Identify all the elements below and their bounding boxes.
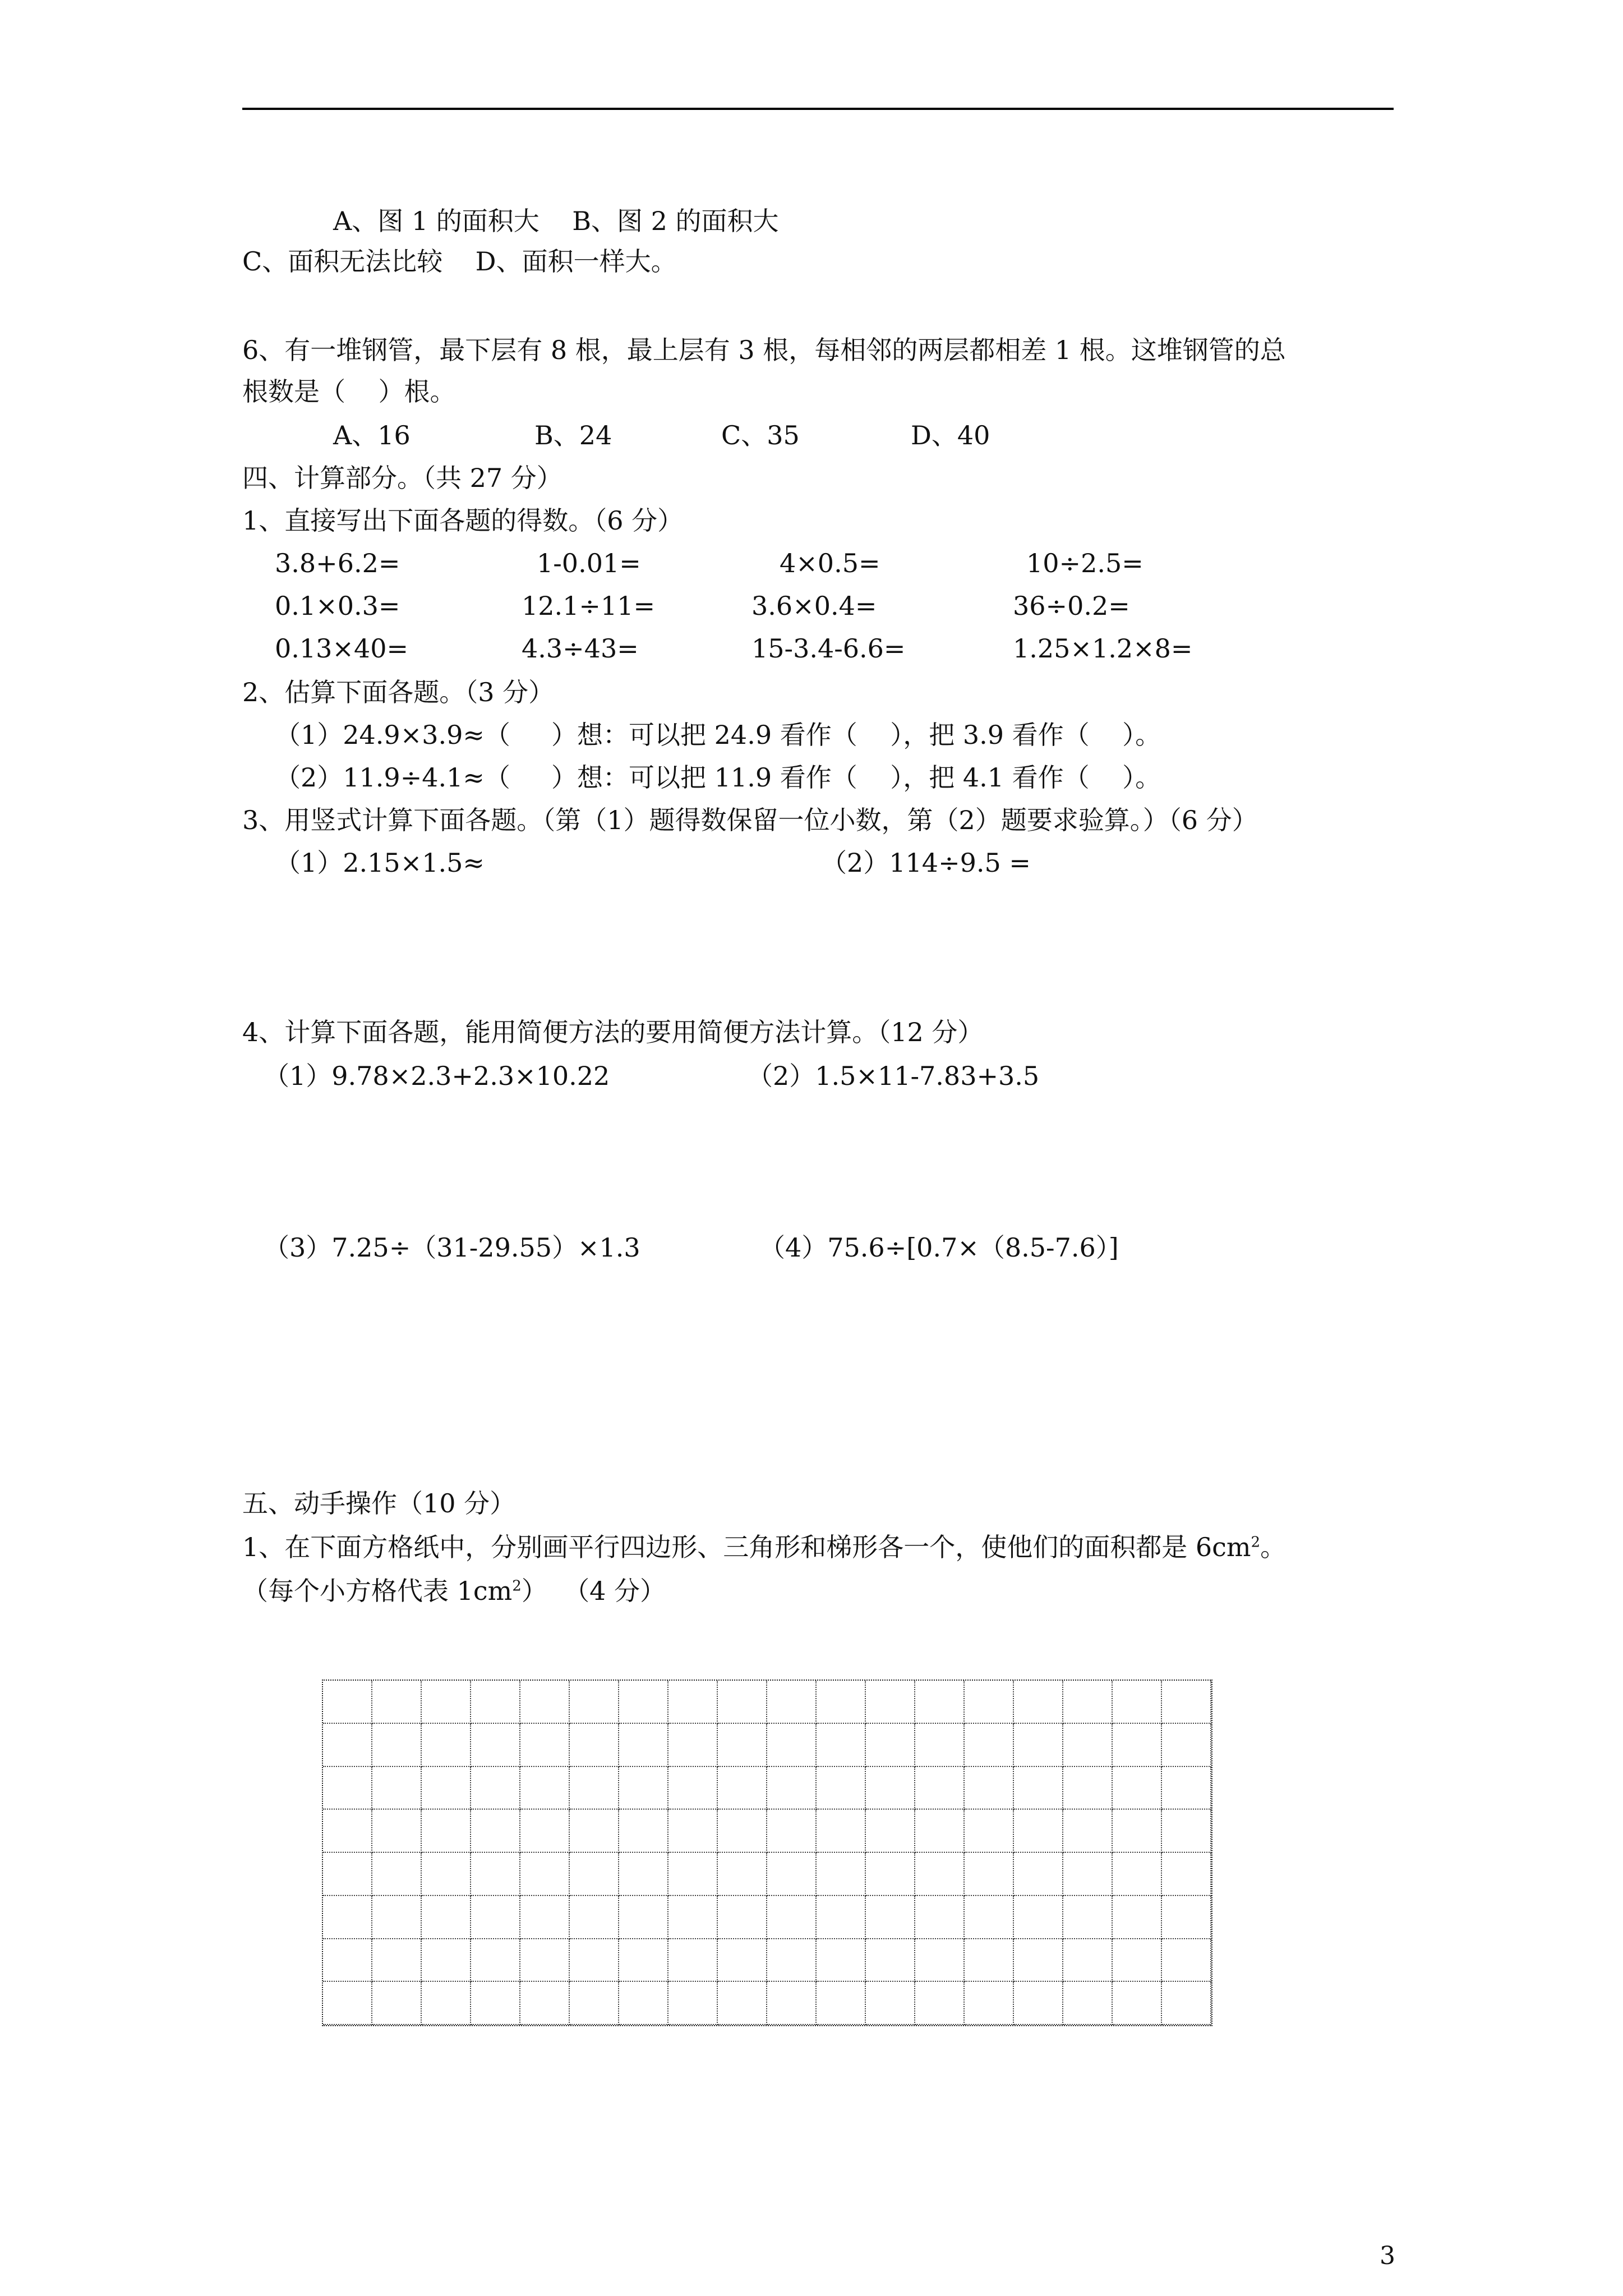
grid-cell[interactable] xyxy=(1014,1939,1063,1982)
grid-cell[interactable] xyxy=(1063,1810,1113,1853)
grid-cell[interactable] xyxy=(619,1896,668,1939)
simplify-item-3: （3）7.25÷（31-29.55）×1.3 xyxy=(264,1232,640,1263)
estimate-item-1: （1）24.9×3.9≈（ ）想：可以把 24.9 看作（ ），把 3.9 看作（ ）。 xyxy=(275,720,1161,750)
grid-cell[interactable] xyxy=(570,1767,619,1810)
s4-q1-heading: 1、直接写出下面各题的得数。（6 分） xyxy=(242,505,684,536)
grid-cell[interactable] xyxy=(570,1724,619,1767)
grid-cell[interactable] xyxy=(323,1724,372,1767)
grid-cell[interactable] xyxy=(817,1767,866,1810)
grid-cell[interactable] xyxy=(323,1810,372,1853)
grid-cell[interactable] xyxy=(422,1982,471,2025)
calc-item: 10÷2.5= xyxy=(1026,548,1144,578)
grid-cell[interactable] xyxy=(1113,1982,1162,2025)
grid-cell[interactable] xyxy=(619,1681,668,1724)
page-number: 3 xyxy=(1380,2242,1395,2270)
grid-cell[interactable] xyxy=(1063,1939,1113,1982)
grid-cell[interactable] xyxy=(570,1681,619,1724)
grid-cell[interactable] xyxy=(570,1853,619,1896)
grid-cell[interactable] xyxy=(866,1681,915,1724)
grid-cell[interactable] xyxy=(520,1681,570,1724)
grid-cell[interactable] xyxy=(372,1896,422,1939)
grid-cell[interactable] xyxy=(619,1939,668,1982)
grid-cell[interactable] xyxy=(817,1724,866,1767)
grid-cell[interactable] xyxy=(422,1681,471,1724)
grid-cell[interactable] xyxy=(1113,1810,1162,1853)
grid-cell[interactable] xyxy=(422,1939,471,1982)
grid-cell[interactable] xyxy=(323,1853,372,1896)
grid-cell[interactable] xyxy=(570,1810,619,1853)
grid-cell[interactable] xyxy=(718,1896,767,1939)
grid-cell[interactable] xyxy=(471,1939,520,1982)
s4-q2-heading: 2、估算下面各题。（3 分） xyxy=(242,677,555,707)
s5-q1-text: 1、在下面方格纸中，分别画平行四边形、三角形和梯形各一个，使他们的面积都是 $6cm^2$。 xyxy=(242,1532,1287,1562)
grid-cell[interactable] xyxy=(1063,1853,1113,1896)
calc-item: 3.8+6.2= xyxy=(275,548,400,578)
grid-cell[interactable] xyxy=(1063,1767,1113,1810)
grid-cell[interactable] xyxy=(471,1982,520,2025)
grid-cell[interactable] xyxy=(520,1853,570,1896)
grid-cell[interactable] xyxy=(1162,1982,1211,2025)
q6-option-d: D、40 xyxy=(911,420,990,450)
grid-cell[interactable] xyxy=(965,1681,1014,1724)
grid-cell[interactable] xyxy=(570,1939,619,1982)
grid-cell[interactable] xyxy=(1063,1724,1113,1767)
grid-cell[interactable] xyxy=(866,1767,915,1810)
grid-cell[interactable] xyxy=(1162,1724,1211,1767)
grid-cell[interactable] xyxy=(1162,1767,1211,1810)
grid-cell[interactable] xyxy=(915,1982,965,2025)
grid-cell[interactable] xyxy=(372,1853,422,1896)
vertical-calc-1: （1）2.15×1.5≈ xyxy=(275,848,485,878)
grid-cell[interactable] xyxy=(1113,1681,1162,1724)
simplify-item-2: （2）1.5×11-7.83+3.5 xyxy=(747,1061,1040,1091)
grid-cell[interactable] xyxy=(372,1767,422,1810)
grid-cell[interactable] xyxy=(323,1681,372,1724)
grid-cell[interactable] xyxy=(570,1982,619,2025)
grid-cell[interactable] xyxy=(1113,1767,1162,1810)
grid-cell[interactable] xyxy=(866,1810,915,1853)
grid-cell[interactable] xyxy=(372,1724,422,1767)
grid-cell[interactable] xyxy=(965,1724,1014,1767)
q6-option-b: B、24 xyxy=(534,420,612,450)
grid-cell[interactable] xyxy=(718,1810,767,1853)
grid-cell[interactable] xyxy=(668,1939,718,1982)
grid-cell[interactable] xyxy=(767,1767,817,1810)
grid-cell[interactable] xyxy=(668,1982,718,2025)
grid-cell[interactable] xyxy=(866,1939,915,1982)
grid-cell[interactable] xyxy=(520,1939,570,1982)
grid-cell[interactable] xyxy=(619,1724,668,1767)
grid-cell[interactable] xyxy=(817,1982,866,2025)
grid-cell[interactable] xyxy=(422,1767,471,1810)
grid-paper[interactable] xyxy=(322,1680,1212,2026)
grid-cell[interactable] xyxy=(668,1853,718,1896)
grid-cell[interactable] xyxy=(1014,1853,1063,1896)
grid-cell[interactable] xyxy=(718,1724,767,1767)
grid-cell[interactable] xyxy=(323,1896,372,1939)
calc-item: 0.1×0.3= xyxy=(275,591,400,621)
grid-cell[interactable] xyxy=(965,1853,1014,1896)
s4-q3-heading: 3、用竖式计算下面各题。（第（1）题得数保留一位小数，第（2）题要求验算。）（6 分） xyxy=(242,805,1258,835)
grid-cell[interactable] xyxy=(965,1982,1014,2025)
grid-cell[interactable] xyxy=(817,1853,866,1896)
calc-item: 4×0.5= xyxy=(780,548,880,578)
grid-cell[interactable] xyxy=(668,1810,718,1853)
q6-option-c: C、35 xyxy=(721,420,800,450)
grid-cell[interactable] xyxy=(965,1939,1014,1982)
grid-cell[interactable] xyxy=(372,1982,422,2025)
grid-cell[interactable] xyxy=(718,1982,767,2025)
grid-cell[interactable] xyxy=(1014,1896,1063,1939)
grid-cell[interactable] xyxy=(471,1810,520,1853)
grid-cell[interactable] xyxy=(619,1853,668,1896)
grid-cell[interactable] xyxy=(767,1982,817,2025)
simplify-item-4: （4）75.6÷[0.7×（8.5-7.6）] xyxy=(759,1232,1119,1263)
grid-cell[interactable] xyxy=(323,1982,372,2025)
grid-cell[interactable] xyxy=(915,1896,965,1939)
grid-cell[interactable] xyxy=(471,1896,520,1939)
grid-cell[interactable] xyxy=(1063,1982,1113,2025)
estimate-item-2: （2）11.9÷4.1≈（ ）想：可以把 11.9 看作（ ），把 4.1 看作（ ）。 xyxy=(275,762,1161,793)
grid-cell[interactable] xyxy=(965,1810,1014,1853)
grid-cell[interactable] xyxy=(422,1810,471,1853)
grid-cell[interactable] xyxy=(915,1767,965,1810)
grid-cell[interactable] xyxy=(471,1681,520,1724)
grid-cell[interactable] xyxy=(619,1767,668,1810)
grid-cell[interactable] xyxy=(767,1939,817,1982)
grid-cell[interactable] xyxy=(422,1896,471,1939)
option-ab: A、图 1 的面积大 B、图 2 的面积大 xyxy=(333,206,779,236)
grid-cell[interactable] xyxy=(817,1810,866,1853)
grid-cell[interactable] xyxy=(520,1724,570,1767)
grid-cell[interactable] xyxy=(1113,1853,1162,1896)
grid-cell[interactable] xyxy=(767,1896,817,1939)
grid-cell[interactable] xyxy=(1162,1810,1211,1853)
grid-cell[interactable] xyxy=(570,1896,619,1939)
grid-cell[interactable] xyxy=(323,1767,372,1810)
grid-cell[interactable] xyxy=(471,1853,520,1896)
option-cd: C、面积无法比较 D、面积一样大。 xyxy=(242,246,677,277)
grid-cell[interactable] xyxy=(619,1810,668,1853)
grid-cell[interactable] xyxy=(1162,1853,1211,1896)
grid-cell[interactable] xyxy=(965,1767,1014,1810)
question-6-text: 6、有一堆钢管，最下层有 8 根，最上层有 3 根，每相邻的两层都相差 1 根。这堆钢管的总 xyxy=(242,335,1286,365)
grid-cell[interactable] xyxy=(817,1896,866,1939)
question-6-text-cont: 根数是（ ）根。 xyxy=(242,376,456,407)
s4-q4-heading: 4、计算下面各题，能用简便方法的要用简便方法计算。（12 分） xyxy=(242,1017,984,1047)
grid-cell[interactable] xyxy=(866,1724,915,1767)
grid-cell[interactable] xyxy=(718,1681,767,1724)
grid-cell[interactable] xyxy=(372,1939,422,1982)
section-4-heading: 四、计算部分。（共 27 分） xyxy=(242,463,562,493)
grid-cell[interactable] xyxy=(915,1810,965,1853)
grid-cell[interactable] xyxy=(1014,1724,1063,1767)
grid-cell[interactable] xyxy=(767,1724,817,1767)
q6-option-a: A、16 xyxy=(333,420,411,450)
calc-item: 1-0.01= xyxy=(537,548,641,578)
grid-cell[interactable] xyxy=(866,1896,915,1939)
grid-cell[interactable] xyxy=(422,1853,471,1896)
grid-cell[interactable] xyxy=(619,1982,668,2025)
grid-cell[interactable] xyxy=(767,1853,817,1896)
calc-item: 4.3÷43= xyxy=(522,633,639,664)
calc-item: 0.13×40= xyxy=(275,633,409,664)
grid-cell[interactable] xyxy=(520,1767,570,1810)
s5-q1-note: （每个小方格代表 $1cm^2$） （4 分） xyxy=(242,1576,666,1606)
calc-item: 36÷0.2= xyxy=(1013,591,1130,621)
grid-cell[interactable] xyxy=(1113,1896,1162,1939)
grid-cell[interactable] xyxy=(965,1896,1014,1939)
grid-cell[interactable] xyxy=(1014,1810,1063,1853)
grid-cell[interactable] xyxy=(767,1681,817,1724)
section-5-heading: 五、动手操作（10 分） xyxy=(242,1488,516,1519)
grid-cell[interactable] xyxy=(866,1982,915,2025)
vertical-calc-2: （2）114÷9.5 = xyxy=(821,848,1031,878)
grid-cell[interactable] xyxy=(817,1681,866,1724)
grid-cell[interactable] xyxy=(422,1724,471,1767)
calc-item: 1.25×1.2×8= xyxy=(1013,633,1193,664)
grid-cell[interactable] xyxy=(471,1767,520,1810)
grid-cell[interactable] xyxy=(668,1681,718,1724)
grid-cell[interactable] xyxy=(1063,1681,1113,1724)
grid-cell[interactable] xyxy=(915,1853,965,1896)
calc-item: 15-3.4-6.6= xyxy=(751,633,906,664)
grid-cell[interactable] xyxy=(767,1810,817,1853)
calc-item: 12.1÷11= xyxy=(522,591,656,621)
grid-cell[interactable] xyxy=(1113,1724,1162,1767)
grid-cell[interactable] xyxy=(520,1810,570,1853)
grid-cell[interactable] xyxy=(718,1853,767,1896)
grid-cell[interactable] xyxy=(1113,1939,1162,1982)
grid-cell[interactable] xyxy=(718,1767,767,1810)
grid-cell[interactable] xyxy=(1162,1939,1211,1982)
header-rule xyxy=(242,108,1394,110)
grid-cell[interactable] xyxy=(323,1939,372,1982)
grid-cell[interactable] xyxy=(915,1939,965,1982)
calc-item: 3.6×0.4= xyxy=(751,591,877,621)
grid-cell[interactable] xyxy=(1014,1681,1063,1724)
grid-cell[interactable] xyxy=(1162,1896,1211,1939)
grid-cell[interactable] xyxy=(718,1939,767,1982)
grid-cell[interactable] xyxy=(372,1810,422,1853)
grid-cell[interactable] xyxy=(1162,1681,1211,1724)
grid-cell[interactable] xyxy=(668,1896,718,1939)
grid-cell[interactable] xyxy=(668,1724,718,1767)
grid-cell[interactable] xyxy=(520,1896,570,1939)
grid-cell[interactable] xyxy=(915,1724,965,1767)
grid-cell[interactable] xyxy=(520,1982,570,2025)
grid-cell[interactable] xyxy=(471,1724,520,1767)
grid-cell[interactable] xyxy=(1014,1767,1063,1810)
grid-cell[interactable] xyxy=(1014,1982,1063,2025)
simplify-item-1: （1）9.78×2.3+2.3×10.22 xyxy=(264,1061,610,1091)
grid-cell[interactable] xyxy=(817,1939,866,1982)
grid-cell[interactable] xyxy=(866,1853,915,1896)
grid-cell[interactable] xyxy=(915,1681,965,1724)
grid-cell[interactable] xyxy=(1063,1896,1113,1939)
grid-cell[interactable] xyxy=(668,1767,718,1810)
grid-cell[interactable] xyxy=(372,1681,422,1724)
